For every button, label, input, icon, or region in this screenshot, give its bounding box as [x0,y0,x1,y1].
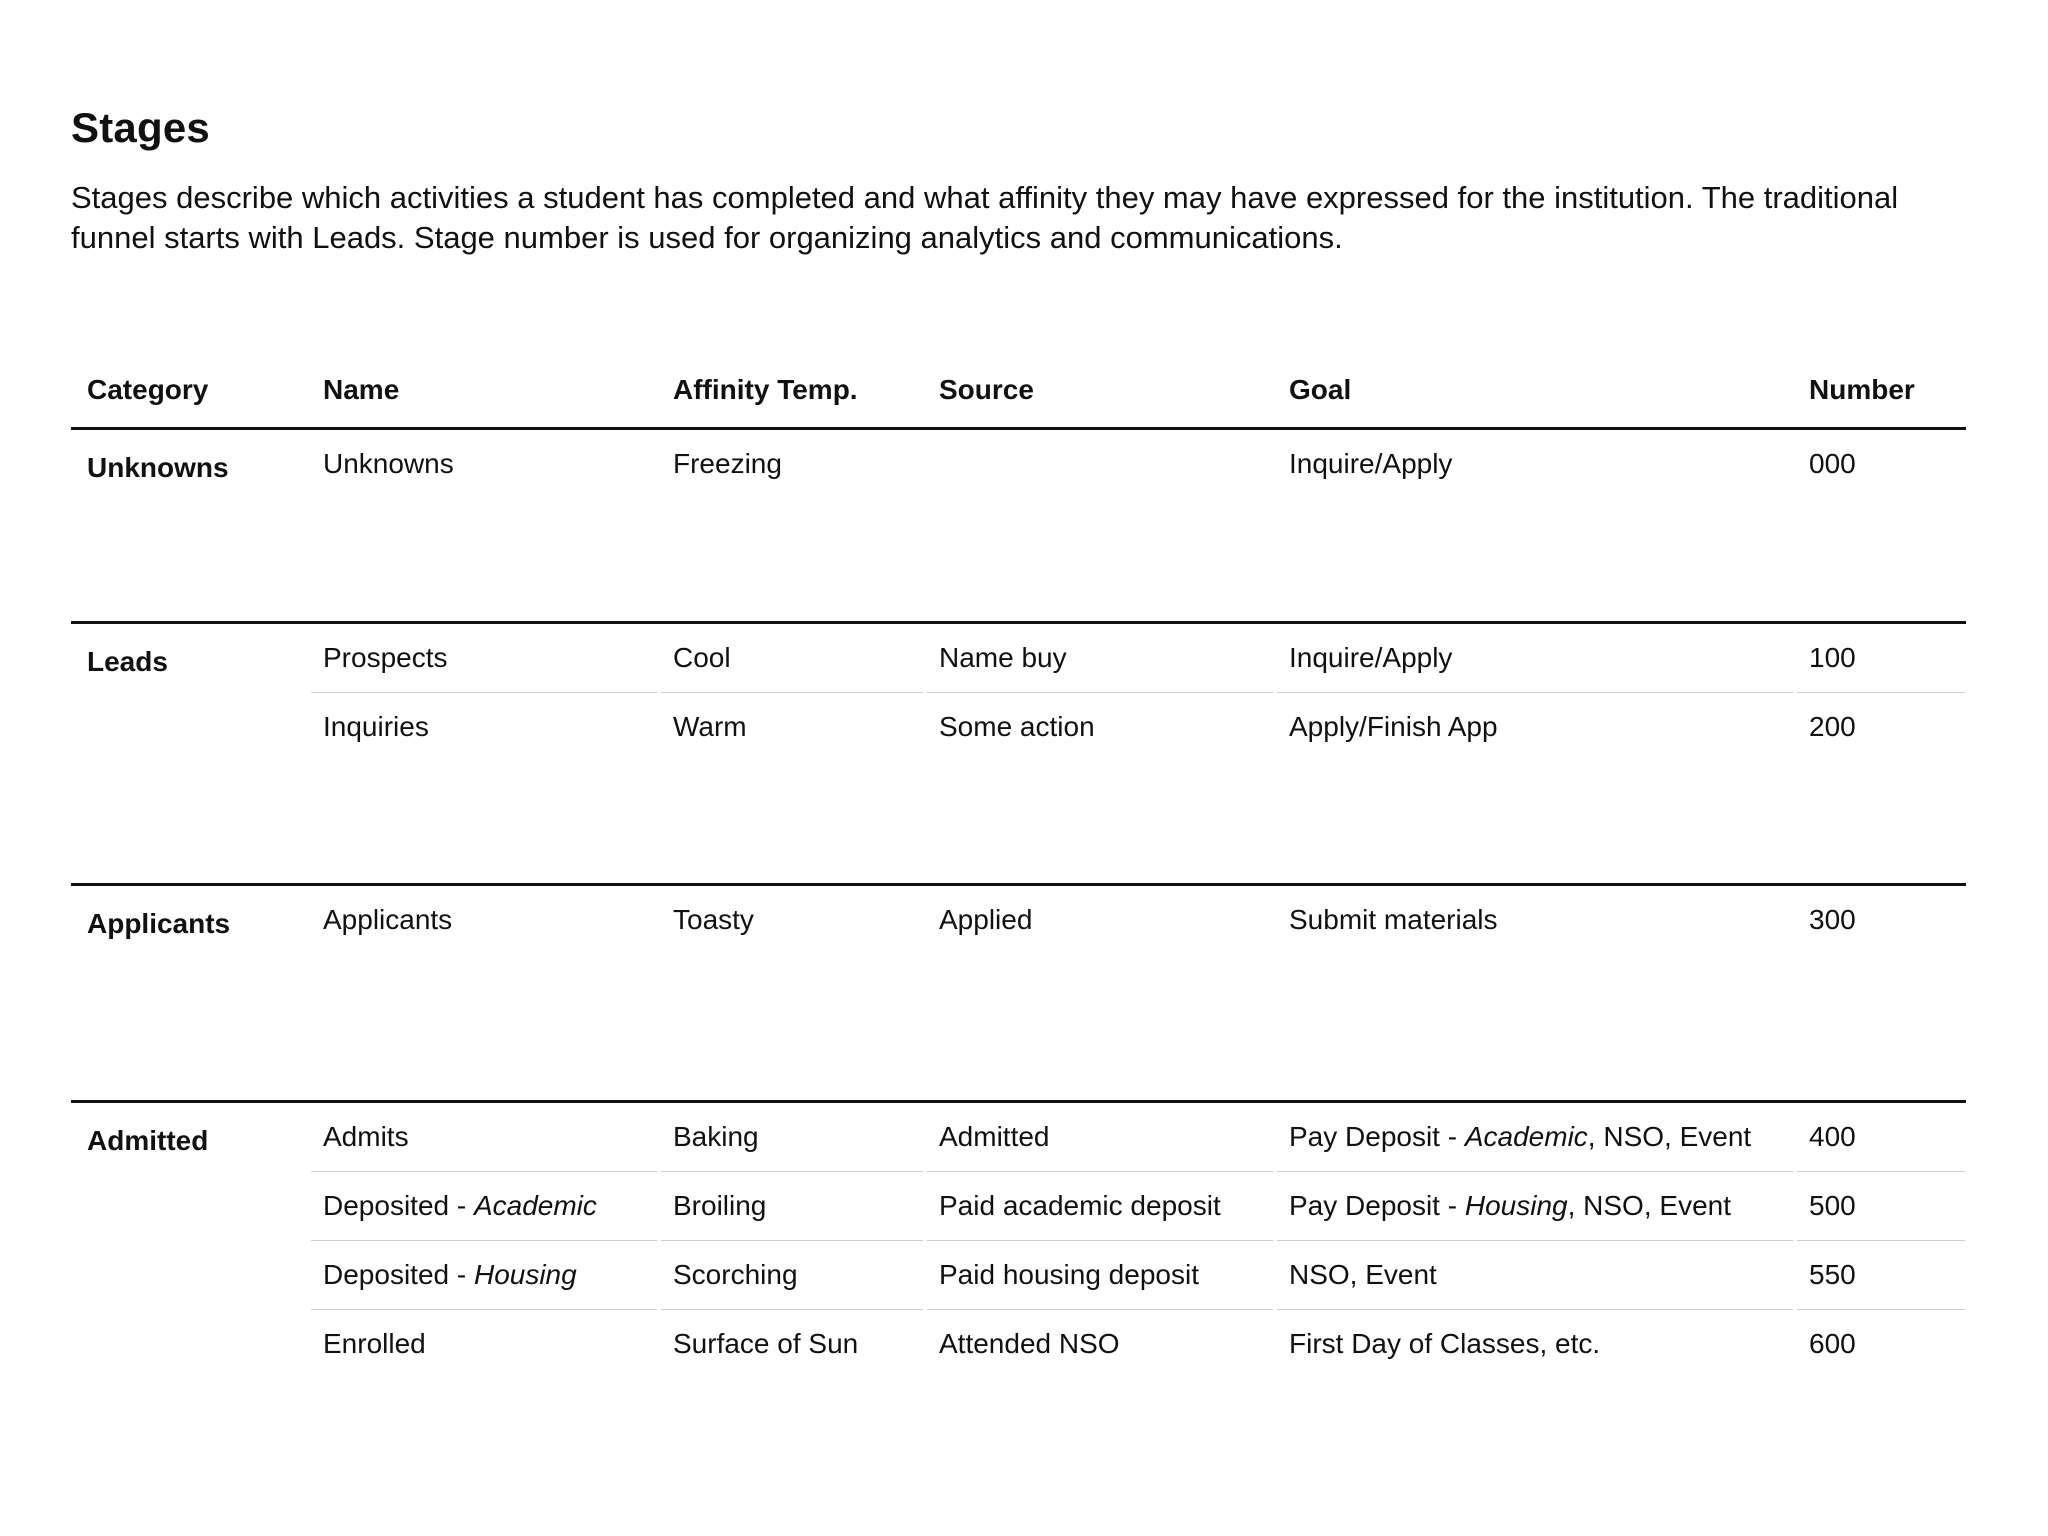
header-number: Number [1809,374,1915,405]
header-affinity: Affinity Temp. [673,374,858,405]
cell-number: 600 [1809,1328,1856,1359]
cell-source: Paid academic deposit [939,1190,1221,1221]
cell-source: Some action [939,711,1095,742]
table-row [71,1103,1966,1172]
goal-italic: Housing [1464,1190,1568,1221]
cell-name: Prospects [323,642,448,673]
cell-affinity: Cool [673,642,731,673]
cell-goal: First Day of Classes, etc. [1289,1328,1601,1359]
cell-goal: Apply/Finish App [1289,711,1498,742]
cell-affinity: Warm [673,711,747,742]
page-title: Stages [71,104,210,151]
goal-italic: Academic [1464,1121,1588,1152]
cell-name: Applicants [323,904,453,935]
header-category: Category [87,374,209,405]
cell-name: Enrolled [323,1328,426,1359]
cell-source: Applied [939,904,1033,935]
cell-source: Name buy [939,642,1067,673]
stages-document [71,100,1966,1359]
goal-prefix: Pay Deposit - [1289,1121,1465,1152]
group-applicants [71,883,1966,1100]
table-row [71,1172,1966,1241]
category-label: Applicants [87,908,231,939]
cell-affinity: Toasty [673,904,754,935]
cell-affinity: Surface of Sun [673,1328,859,1359]
page-description: Stages describe which activities a student has completed and what affinity they may have expressed for the institution. The traditional funnel starts with Leads. Stage number is used for organizing analytics and communications. [71,180,1899,255]
table-header-row [71,355,1966,430]
cell-number: 200 [1809,711,1856,742]
name-italic: Housing [473,1259,577,1290]
stages-table [71,355,1966,1379]
cell-source: Attended NSO [939,1328,1120,1359]
cell-affinity: Baking [673,1121,759,1152]
cell-name: Admits [323,1121,409,1152]
group-spacer [71,499,1966,621]
name-italic: Academic [473,1190,597,1221]
cell-number: 500 [1809,1190,1856,1221]
category-label: Leads [87,646,168,677]
cell-name: Unknowns [323,448,454,479]
group-spacer [71,955,1966,1100]
cell-source: Paid housing deposit [939,1259,1199,1290]
table-row [71,1310,1966,1379]
category-label: Unknowns [87,452,229,483]
cell-number: 400 [1809,1121,1856,1152]
table-row [71,693,1966,762]
cell-goal: NSO, Event [1289,1259,1437,1290]
cell-goal: Submit materials [1289,904,1498,935]
cell-goal [1289,1188,1731,1224]
cell-affinity: Freezing [673,448,782,479]
group-spacer [71,762,1966,883]
table-row [71,1241,1966,1310]
category-label: Admitted [87,1125,209,1156]
cell-name: Inquiries [323,711,429,742]
cell-name [323,1257,577,1293]
goal-prefix: Pay Deposit - [1289,1190,1465,1221]
goal-suffix: , NSO, Event [1567,1190,1731,1221]
cell-goal: Inquire/Apply [1289,642,1453,673]
group-admitted [71,1100,1966,1379]
cell-affinity: Scorching [673,1259,798,1290]
cell-goal [1289,1119,1751,1155]
group-leads [71,621,1966,883]
cell-goal: Inquire/Apply [1289,448,1453,479]
cell-source: Admitted [939,1121,1050,1152]
table-row [71,886,1966,955]
cell-affinity: Broiling [673,1190,767,1221]
header-goal: Goal [1289,374,1352,405]
cell-number: 000 [1809,448,1856,479]
name-prefix: Deposited - [323,1190,474,1221]
group-unknowns [71,430,1966,621]
goal-suffix: , NSO, Event [1587,1121,1752,1152]
table-row [71,624,1966,693]
table-row [71,430,1966,499]
header-name: Name [323,374,400,405]
cell-number: 300 [1809,904,1856,935]
name-prefix: Deposited - [323,1259,474,1290]
cell-name [323,1188,597,1224]
cell-number: 550 [1809,1259,1856,1290]
cell-number: 100 [1809,642,1856,673]
header-source: Source [939,374,1034,405]
